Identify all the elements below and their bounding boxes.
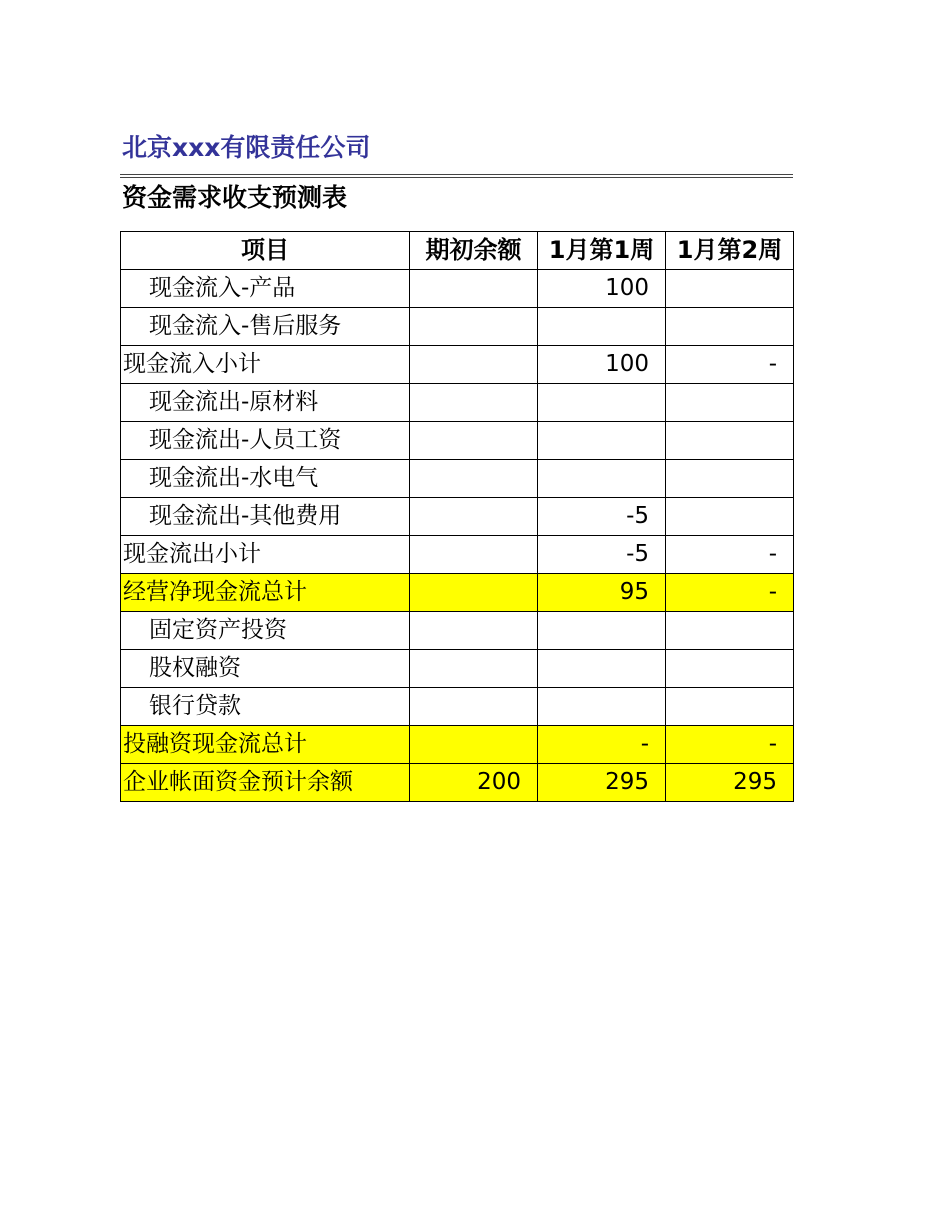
value-cell[interactable] — [410, 384, 538, 422]
column-header-jan-week1[interactable]: 1月第1周 — [538, 232, 666, 270]
value-cell[interactable] — [666, 688, 794, 726]
value-cell[interactable] — [410, 726, 538, 764]
row-label-cell[interactable]: 现金流出-其他费用 — [121, 498, 410, 536]
value-cell[interactable] — [666, 384, 794, 422]
row-label-cell[interactable]: 现金流出-水电气 — [121, 460, 410, 498]
value-cell[interactable]: - — [666, 726, 794, 764]
company-name: 北京xxx有限责任公司 — [122, 133, 371, 162]
value-cell[interactable] — [666, 460, 794, 498]
table-row — [121, 612, 794, 650]
value-cell[interactable]: 100 — [538, 346, 666, 384]
table-row — [121, 384, 794, 422]
value-cell[interactable]: -5 — [538, 536, 666, 574]
value-cell[interactable] — [666, 308, 794, 346]
value-cell[interactable] — [410, 270, 538, 308]
table-row — [121, 650, 794, 688]
row-label-cell[interactable]: 现金流出-人员工资 — [121, 422, 410, 460]
column-header-jan-week2[interactable]: 1月第2周 — [666, 232, 794, 270]
value-cell[interactable] — [666, 422, 794, 460]
table-row — [121, 726, 794, 764]
value-cell[interactable]: - — [538, 726, 666, 764]
value-cell[interactable] — [538, 422, 666, 460]
value-cell[interactable]: - — [666, 346, 794, 384]
row-label-cell[interactable]: 现金流入-售后服务 — [121, 308, 410, 346]
table-body — [121, 270, 794, 802]
table-header-row — [121, 232, 794, 270]
table-row — [121, 574, 794, 612]
table-row — [121, 498, 794, 536]
table-row — [121, 536, 794, 574]
value-cell[interactable]: 95 — [538, 574, 666, 612]
value-cell[interactable] — [666, 498, 794, 536]
value-cell[interactable] — [410, 346, 538, 384]
value-cell[interactable]: - — [666, 536, 794, 574]
value-cell[interactable] — [410, 308, 538, 346]
value-cell[interactable] — [538, 612, 666, 650]
table-row — [121, 688, 794, 726]
row-label-cell[interactable]: 现金流出-原材料 — [121, 384, 410, 422]
cashflow-forecast-table — [120, 231, 794, 802]
table-row — [121, 308, 794, 346]
value-cell[interactable] — [410, 612, 538, 650]
sheet-title: 资金需求收支预测表 — [122, 183, 348, 212]
value-cell[interactable] — [410, 460, 538, 498]
row-label-cell[interactable]: 投融资现金流总计 — [121, 726, 410, 764]
value-cell[interactable]: -5 — [538, 498, 666, 536]
value-cell[interactable]: 295 — [666, 764, 794, 802]
value-cell[interactable] — [410, 688, 538, 726]
row-label-cell[interactable]: 股权融资 — [121, 650, 410, 688]
value-cell[interactable] — [666, 270, 794, 308]
column-header-item[interactable]: 项目 — [121, 232, 410, 270]
table-row — [121, 460, 794, 498]
row-label-cell[interactable]: 现金流入-产品 — [121, 270, 410, 308]
row-label-cell[interactable]: 固定资产投资 — [121, 612, 410, 650]
table-row — [121, 270, 794, 308]
value-cell[interactable] — [538, 688, 666, 726]
value-cell[interactable] — [666, 612, 794, 650]
value-cell[interactable]: - — [666, 574, 794, 612]
value-cell[interactable] — [410, 536, 538, 574]
table-row — [121, 422, 794, 460]
column-header-opening-balance[interactable]: 期初余额 — [410, 232, 538, 270]
value-cell[interactable] — [538, 460, 666, 498]
table-row — [121, 764, 794, 802]
title-divider-top — [120, 174, 793, 175]
value-cell[interactable]: 295 — [538, 764, 666, 802]
row-label-cell[interactable]: 企业帐面资金预计余额 — [121, 764, 410, 802]
value-cell[interactable] — [410, 498, 538, 536]
value-cell[interactable] — [538, 650, 666, 688]
value-cell[interactable]: 200 — [410, 764, 538, 802]
value-cell[interactable] — [538, 384, 666, 422]
row-label-cell[interactable]: 现金流入小计 — [121, 346, 410, 384]
value-cell[interactable] — [410, 650, 538, 688]
value-cell[interactable] — [666, 650, 794, 688]
value-cell[interactable] — [410, 422, 538, 460]
row-label-cell[interactable]: 现金流出小计 — [121, 536, 410, 574]
value-cell[interactable] — [538, 308, 666, 346]
table-row — [121, 346, 794, 384]
row-label-cell[interactable]: 经营净现金流总计 — [121, 574, 410, 612]
row-label-cell[interactable]: 银行贷款 — [121, 688, 410, 726]
value-cell[interactable]: 100 — [538, 270, 666, 308]
value-cell[interactable] — [410, 574, 538, 612]
